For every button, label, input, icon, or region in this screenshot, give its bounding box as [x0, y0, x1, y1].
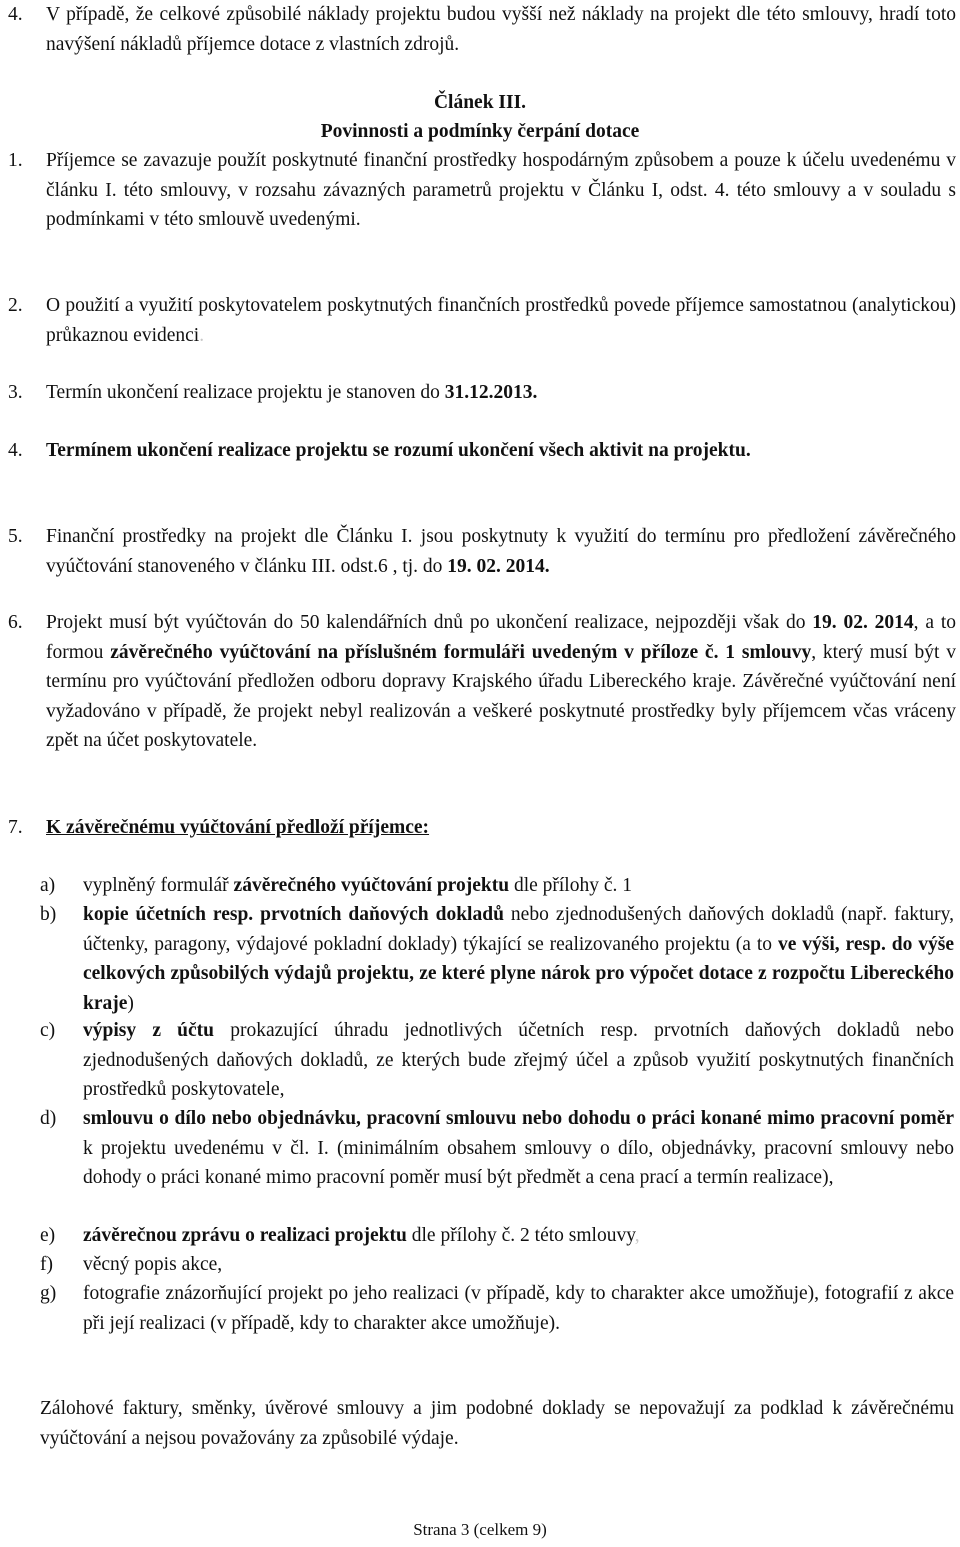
- item-number: 6.: [8, 612, 23, 633]
- item-text: [46, 291, 956, 350]
- list-text: fotografie znázorňující projekt po jeho realizaci (v případě, kdy to charakter akce umožňuje), fotografií z akce při její realizaci (v případě, kdy to charakter akce umožňuje).: [83, 1283, 954, 1334]
- list-c-text: prokazující úhradu jednotlivých účetních resp. prvotních daňových dokladů nebo zjednodušených daňových dokladů, ze kterých bude zřejmý účel a způsob využití poskytnutých finančních prostředků poskytovatele,: [83, 1020, 954, 1100]
- item-6-block: [8, 608, 956, 756]
- list-text: [83, 1221, 954, 1251]
- item-7-heading: [46, 813, 956, 843]
- item-6-space: [868, 612, 875, 633]
- item-6-contract-ref: 1 smlouvy: [725, 641, 812, 663]
- item-7-block: [8, 813, 956, 843]
- item-2-text: O použití a využití poskytovatelem poskytnutých finančních prostředků povede příjemce samostatnou (analytickou) průkaznou evidenci: [46, 295, 956, 346]
- item-text: V případě, že celkové způsobilé náklady projektu budou vyšší než náklady na projekt dle této smlouvy, hradí toto navýšení nákladů příjemce dotace z vlastních zdrojů.: [46, 4, 956, 55]
- item-text: [46, 378, 956, 408]
- list-label: g): [40, 1283, 57, 1304]
- item-6-form-ref: závěrečného vyúčtování na příslušném formuláři uvedeným v příloze č.: [110, 641, 719, 663]
- item-6-date-part: 19. 02.: [812, 612, 868, 633]
- item-7-heading-text: K závěrečnému vyúčtování předloží příjemce:: [46, 817, 430, 838]
- item-4-block: [8, 0, 956, 59]
- list-b-bold-2: ve výši, resp. do výše celkových způsobilých výdajů projektu, ze které plyne nárok pro výpočet dotace z rozpočtu Libereckého kraje: [83, 933, 954, 1014]
- list-b-bold-1: kopie účetních resp. prvotních daňových dokladů: [83, 904, 504, 925]
- item-5-block: [8, 522, 956, 581]
- item-number: 5.: [8, 526, 23, 547]
- list-a-text-2: dle přílohy č. 1: [509, 875, 632, 896]
- item-6-text-2: , a to formou: [46, 612, 956, 663]
- item-6-text-1: Projekt musí být vyúčtován do 50 kalendářních dnů po ukončení realizace, nejpozději však do: [46, 612, 813, 633]
- page-footer: Strana 3 (celkem 9): [413, 1520, 547, 1539]
- list-a-text-1: vyplněný formulář: [83, 875, 234, 896]
- item-text: [46, 608, 956, 756]
- list-label: e): [40, 1225, 56, 1246]
- item-3-block: [8, 378, 956, 408]
- item-text: Příjemce se zavazuje použít poskytnuté finanční prostředky hospodárným způsobem a pouze k účelu uvedenému v článku I. této smlouvy, v rozsahu závazných parametrů projektu v Článku I, odst. 4. této smlouvy a v souladu s podmínkami v této smlouvě uvedenými.: [46, 150, 956, 230]
- list-text: [83, 900, 954, 1018]
- item-6-year: 2014: [874, 612, 914, 633]
- item-2-block: [8, 291, 956, 350]
- closing-paragraph: Zálohové faktury, směnky, úvěrové smlouvy a jim podobné doklady se nepovažují za podklad k závěrečnému vyúčtování a nejsou považovány za způsobilé výdaje.: [40, 1398, 954, 1449]
- item-number: 3.: [8, 382, 23, 403]
- item-3-date: 31.12.2013.: [444, 382, 538, 403]
- list-item-a: [40, 871, 954, 901]
- item-text: [46, 522, 956, 581]
- list-e-text: dle přílohy č. 2 této smlouvy: [406, 1225, 635, 1246]
- item-4b-block: [8, 436, 956, 466]
- list-text: [83, 1104, 954, 1193]
- list-label: f): [40, 1254, 53, 1275]
- list-d-bold: smlouvu o dílo nebo objednávku, pracovní smlouvu nebo dohodu o práci konané mimo pracovní poměr: [83, 1108, 954, 1129]
- item-text: Termínem ukončení realizace projektu se rozumí ukončení všech aktivit na projektu.: [46, 440, 751, 461]
- article-subtitle: Povinnosti a podmínky čerpání dotace: [320, 121, 640, 142]
- item-2-tail: .: [199, 324, 205, 346]
- item-number: 2.: [8, 295, 23, 316]
- list-label: b): [40, 904, 57, 925]
- list-b-text-2: ): [127, 992, 134, 1014]
- list-text: [83, 1016, 954, 1105]
- list-text: věcný popis akce,: [83, 1254, 223, 1275]
- item-number: 1.: [8, 150, 23, 171]
- item-number: 7.: [8, 817, 23, 838]
- list-e-tail: ,: [634, 1225, 640, 1246]
- article-title: Článek III.: [433, 92, 527, 113]
- list-item-e: [40, 1221, 954, 1251]
- list-item-f: [40, 1250, 954, 1280]
- item-5-text: Finanční prostředky na projekt dle Článku I. jsou poskytnuty k využití do termínu pro předložení závěrečného vyúčtování stanoveného v článku III. odst.6 , tj. do: [46, 526, 956, 577]
- list-item-c: [40, 1016, 954, 1105]
- list-d-text: k projektu uvedenému v čl. I. (minimálním obsahem smlouvy o dílo, objednávky, pracovní smlouvy nebo dohody o práci konané mimo pracovní poměr musí být předmět a cena prací a termín realizace),: [83, 1137, 954, 1188]
- list-label: d): [40, 1108, 57, 1129]
- list-text: [83, 871, 954, 901]
- list-item-g: [40, 1279, 954, 1338]
- item-5-date: 19. 02. 2014.: [447, 555, 550, 577]
- list-item-b: [40, 900, 954, 1018]
- list-item-d: [40, 1104, 954, 1193]
- list-e-bold: závěrečnou zprávu o realizaci projektu: [83, 1225, 407, 1246]
- list-a-bold: závěrečného vyúčtování projektu: [233, 875, 510, 896]
- list-c-bold: výpisy z účtu: [83, 1020, 215, 1041]
- item-1-block: [8, 146, 956, 235]
- item-3-text: Termín ukončení realizace projektu je stanoven do: [46, 382, 445, 403]
- list-label: c): [40, 1020, 56, 1041]
- list-b-text-1: nebo zjednodušených daňových dokladů (např. faktury, účtenky, paragony, výdajové pokladní doklady) týkající se realizovaného projektu (a to: [83, 904, 954, 955]
- item-number: 4.: [8, 4, 23, 25]
- item-6-text-3: , který musí být v termínu pro vyúčtování předložen odboru dopravy Krajského úřadu Libereckého kraje. Závěrečné vyúčtování není vyžadováno v případě, že projekt nebyl realizován a veškeré poskytnuté prostředky byly příjemcem včas vráceny zpět na účet poskytovatele.: [46, 641, 957, 751]
- list-label: a): [40, 875, 56, 896]
- item-number: 4.: [8, 440, 23, 461]
